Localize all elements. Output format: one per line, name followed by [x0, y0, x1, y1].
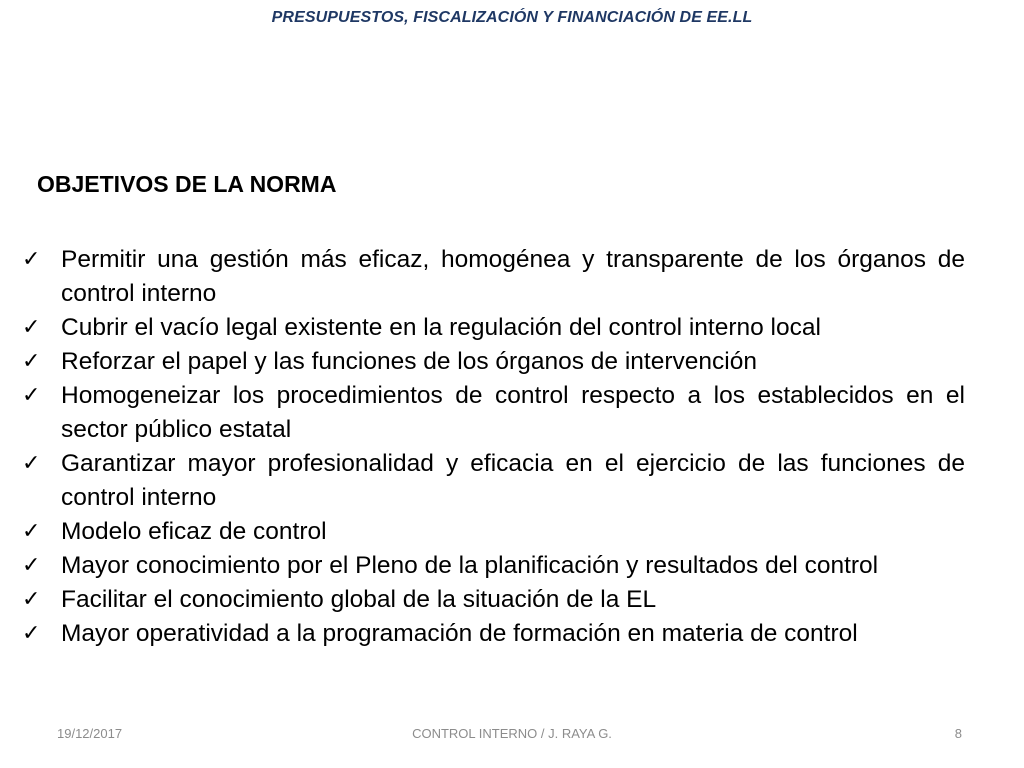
- check-icon: ✓: [22, 451, 41, 476]
- objective-item: [22, 345, 965, 379]
- check-icon: ✓: [22, 383, 41, 408]
- footer-author: CONTROL INTERNO / J. RAYA G.: [412, 726, 612, 741]
- objective-item: [22, 583, 965, 617]
- check-icon: ✓: [22, 587, 41, 612]
- page-number: 8: [954, 726, 962, 741]
- objective-text: Mayor conocimiento por el Pleno de la planificación y resultados del control: [61, 552, 879, 579]
- objective-text: Permitir una gestión más eficaz, homogénea y transparente de los órganos de control interno: [61, 246, 965, 307]
- objective-item: [22, 447, 965, 515]
- objective-text: Cubrir el vacío legal existente en la regulación del control interno local: [61, 314, 821, 341]
- objective-text: Modelo eficaz de control: [61, 518, 327, 545]
- objective-text: Mayor operatividad a la programación de formación en materia de control: [61, 620, 858, 647]
- footer-date: 19/12/2017: [57, 726, 123, 741]
- objective-text: Homogeneizar los procedimientos de control respecto a los establecidos en el sector público estatal: [61, 382, 965, 443]
- objective-text: Facilitar el conocimiento global de la situación de la EL: [61, 586, 657, 613]
- check-icon: ✓: [22, 315, 41, 340]
- check-icon: ✓: [22, 519, 41, 544]
- objective-text: Garantizar mayor profesionalidad y eficacia en el ejercicio de las funciones de control interno: [61, 450, 965, 511]
- objective-item: [22, 311, 965, 345]
- objective-text: Reforzar el papel y las funciones de los órganos de intervención: [61, 348, 757, 375]
- check-icon: ✓: [22, 621, 41, 646]
- slide-header-title: PRESUPUESTOS, FISCALIZACIÓN Y FINANCIACIÓN DE EE.LL: [271, 9, 753, 26]
- section-heading: OBJETIVOS DE LA NORMA: [37, 171, 337, 197]
- objective-item: [22, 617, 965, 651]
- objective-item: [22, 515, 965, 549]
- check-icon: ✓: [22, 247, 41, 272]
- check-icon: ✓: [22, 553, 41, 578]
- check-icon: ✓: [22, 349, 41, 374]
- objectives-list: [22, 243, 965, 651]
- objective-item: [22, 379, 965, 447]
- objective-item: [22, 243, 965, 311]
- objective-item: [22, 549, 965, 583]
